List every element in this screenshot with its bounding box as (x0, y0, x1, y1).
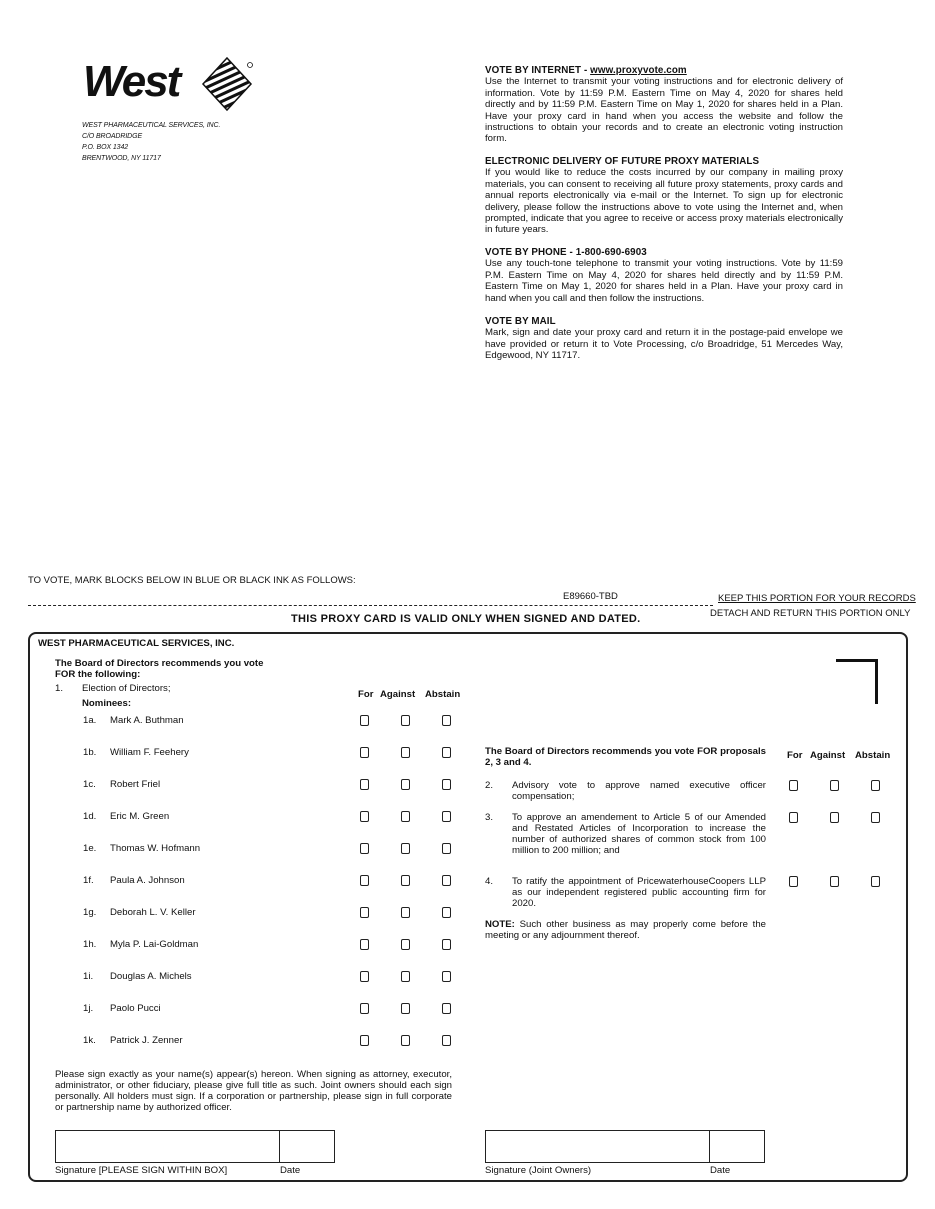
detach-portion-label: DETACH AND RETURN THIS PORTION ONLY (710, 608, 911, 619)
proxyvote-link[interactable]: www.proxyvote.com (590, 65, 687, 76)
nominee-name: Patrick J. Zenner (110, 1035, 183, 1046)
joint-date-label: Date (710, 1165, 731, 1176)
nominee-name: Robert Friel (110, 779, 161, 790)
vote-abstain-checkbox[interactable] (871, 876, 880, 887)
address-line: WEST PHARMACEUTICAL SERVICES, INC. (82, 122, 221, 129)
nominees-label: Nominees: (82, 698, 132, 709)
date-box[interactable] (279, 1130, 335, 1163)
proposal-text: To approve an amendement to Article 5 of our Amended and Restated Articles of Incorporation to increase the number of authorized shares of common stock from 100 million to 200 million; and (512, 812, 766, 856)
note-text: Such other business as may properly come before the meeting or any adjournment thereof. (485, 919, 766, 941)
vote-against-checkbox[interactable] (401, 747, 410, 758)
address-line: P.O. BOX 1342 (82, 144, 129, 151)
vote-abstain-checkbox[interactable] (442, 971, 451, 982)
vote-for-checkbox[interactable] (789, 780, 798, 791)
proposal-text: To ratify the appointment of PricewaterhouseCoopers LLP as our independent registered public accounting firm for 2020. (512, 876, 766, 909)
address-line: BRENTWOOD, NY 11717 (82, 155, 161, 162)
vote-against-checkbox[interactable] (401, 939, 410, 950)
nominee-name: Myla P. Lai-Goldman (110, 939, 199, 950)
vote-abstain-checkbox[interactable] (871, 812, 880, 823)
address-line: C/O BROADRIDGE (82, 133, 143, 140)
nominee-name: Douglas A. Michels (110, 971, 192, 982)
instruction-body: Use any touch-tone telephone to transmit your voting instructions. Vote by 11:59 P.M. Eastern Time on May 4, 2020 for shares held directly and by 11:59 P.M. Eastern Time on May 1, 2020 for shares held in a Plan. Have your proxy card in hand when you call and then follow the instructions. (485, 258, 843, 304)
instruction-body: If you would like to reduce the costs incurred by our company in mailing proxy materials, you can consent to receiving all future proxy statements, proxy cards and annual reports electronically via e-mail or the Internet. To sign up for electronic delivery, please follow the instructions above to vote using the Internet and, when prompted, indicate that you agree to receive or access proxy materials electronically in future years. (485, 167, 843, 236)
instruction-phone (485, 247, 843, 304)
vote-for-checkbox[interactable] (360, 747, 369, 758)
instruction-mail (485, 316, 843, 362)
logo-wordmark: West (83, 57, 180, 106)
signature-label: Signature [PLEASE SIGN WITHIN BOX] (55, 1165, 228, 1176)
vote-for-checkbox[interactable] (789, 876, 798, 887)
vote-against-checkbox[interactable] (830, 876, 839, 887)
instruction-title: VOTE BY INTERNET - www.proxyvote.com (485, 65, 687, 76)
vote-for-checkbox[interactable] (360, 715, 369, 726)
proposal-row (0, 812, 900, 860)
vote-against-checkbox[interactable] (830, 780, 839, 791)
nominee-number: 1b. (83, 747, 97, 758)
joint-signature-box[interactable] (485, 1130, 710, 1163)
nominee-name: Mark A. Buthman (110, 715, 184, 726)
vote-abstain-checkbox[interactable] (442, 1035, 451, 1046)
vote-header-abstain: Abstain (855, 750, 891, 761)
instruction-title: ELECTRONIC DELIVERY OF FUTURE PROXY MATERIALS (485, 156, 760, 167)
item1-number: 1. (55, 683, 64, 694)
nominee-number: 1d. (83, 811, 97, 822)
vote-against-checkbox[interactable] (401, 971, 410, 982)
instruction-body: Use the Internet to transmit your voting instructions and for electronic delivery of information. Vote by 11:59 P.M. Eastern Time on May 4, 2020 for shares held directly and by 11:59 P.M. Eastern Time on May 1, 2020 for shares held in a Plan. Have your proxy card in hand when you access the website and follow the instructions to obtain your records and to create an electronic voting instruction form. (485, 76, 843, 145)
joint-date-box[interactable] (709, 1130, 765, 1163)
nominee-name: Deborah L. V. Keller (110, 907, 196, 918)
vote-for-checkbox[interactable] (360, 939, 369, 950)
nominee-number: 1f. (83, 875, 94, 886)
nominee-number: 1k. (83, 1035, 96, 1046)
detach-line (28, 605, 713, 606)
nominee-number: 1j. (83, 1003, 94, 1014)
vote-abstain-checkbox[interactable] (442, 715, 451, 726)
nominee-row (0, 971, 470, 985)
nominee-name: Eric M. Green (110, 811, 170, 822)
company-logo (83, 56, 253, 112)
nominee-name: Paula A. Johnson (110, 875, 185, 886)
nominee-name: Paolo Pucci (110, 1003, 161, 1014)
proxy-note (485, 919, 766, 941)
proposal-number: 2. (485, 780, 494, 791)
control-code: E89660-TBD (563, 591, 618, 602)
vote-against-checkbox[interactable] (401, 715, 410, 726)
nominee-number: 1a. (83, 715, 97, 726)
return-address (82, 120, 220, 164)
vote-against-checkbox[interactable] (830, 812, 839, 823)
corner-mark (836, 659, 878, 704)
nominee-number: 1i. (83, 971, 94, 982)
company-name: WEST PHARMACEUTICAL SERVICES, INC. (38, 638, 235, 649)
mark-instruction: TO VOTE, MARK BLOCKS BELOW IN BLUE OR BLACK INK AS FOLLOWS: (28, 575, 356, 586)
vote-for-checkbox[interactable] (789, 812, 798, 823)
joint-signature-label: Signature (Joint Owners) (485, 1165, 592, 1176)
nominee-number: 1e. (83, 843, 97, 854)
vote-header-abstain: Abstain (425, 689, 461, 700)
vote-abstain-checkbox[interactable] (871, 780, 880, 791)
nominee-row (0, 1035, 470, 1049)
proposal-row (0, 876, 900, 912)
vote-abstain-checkbox[interactable] (442, 747, 451, 758)
nominee-name: Thomas W. Hofmann (110, 843, 201, 854)
proposal-row (0, 780, 900, 810)
nominee-number: 1c. (83, 779, 96, 790)
proposal-text: Advisory vote to approve named executive officer compensation; (512, 780, 766, 802)
instruction-electronic-delivery (485, 156, 843, 236)
vote-against-checkbox[interactable] (401, 1035, 410, 1046)
vote-header-for: For (787, 750, 803, 761)
keep-portion-label: KEEP THIS PORTION FOR YOUR RECORDS (718, 593, 916, 604)
vote-header-against: Against (380, 689, 416, 700)
item1-label: Election of Directors; (82, 683, 171, 694)
vote-for-checkbox[interactable] (360, 1003, 369, 1014)
valid-notice: THIS PROXY CARD IS VALID ONLY WHEN SIGNED AND DATED. (291, 613, 641, 625)
signing-instructions: Please sign exactly as your name(s) appear(s) hereon. When signing as attorney, executor, administrator, or other fiduciary, please give full title as such. Joint owners should each sign personally. All holders must sign. If a corporation or partnership, please sign in full corporate or partnership name by authorized officer. (55, 1069, 452, 1113)
nominee-number: 1h. (83, 939, 97, 950)
board-recommendation: The Board of Directors recommends you vote FOR the following: (55, 658, 264, 680)
vote-for-checkbox[interactable] (360, 971, 369, 982)
nominee-row (0, 715, 470, 729)
vote-against-checkbox[interactable] (401, 1003, 410, 1014)
instruction-title: VOTE BY MAIL (485, 316, 556, 327)
vote-abstain-checkbox[interactable] (442, 939, 451, 950)
vote-header-against: Against (810, 750, 846, 761)
date-label: Date (280, 1165, 301, 1176)
note-label: NOTE: (485, 919, 515, 930)
instruction-internet (485, 65, 843, 145)
proposal-number: 4. (485, 876, 494, 887)
instruction-title: VOTE BY PHONE - 1-800-690-6903 (485, 247, 647, 258)
signature-box[interactable] (55, 1130, 280, 1163)
instruction-body: Mark, sign and date your proxy card and return it in the postage-paid envelope we have provided or return it to Vote Processing, c/o Broadridge, 51 Mercedes Way, Edgewood, NY 11717. (485, 327, 843, 362)
logo-emblem-icon (201, 56, 253, 112)
nominee-row (0, 1003, 470, 1017)
nominee-row (0, 747, 470, 761)
nominee-row (0, 939, 470, 953)
proposal-number: 3. (485, 812, 494, 823)
nominee-number: 1g. (83, 907, 97, 918)
vote-for-checkbox[interactable] (360, 1035, 369, 1046)
vote-header-for: For (358, 689, 374, 700)
nominee-name: William F. Feehery (110, 747, 189, 758)
vote-abstain-checkbox[interactable] (442, 1003, 451, 1014)
board-recommendation-proposals: The Board of Directors recommends you vote FOR proposals 2, 3 and 4. (485, 746, 766, 768)
